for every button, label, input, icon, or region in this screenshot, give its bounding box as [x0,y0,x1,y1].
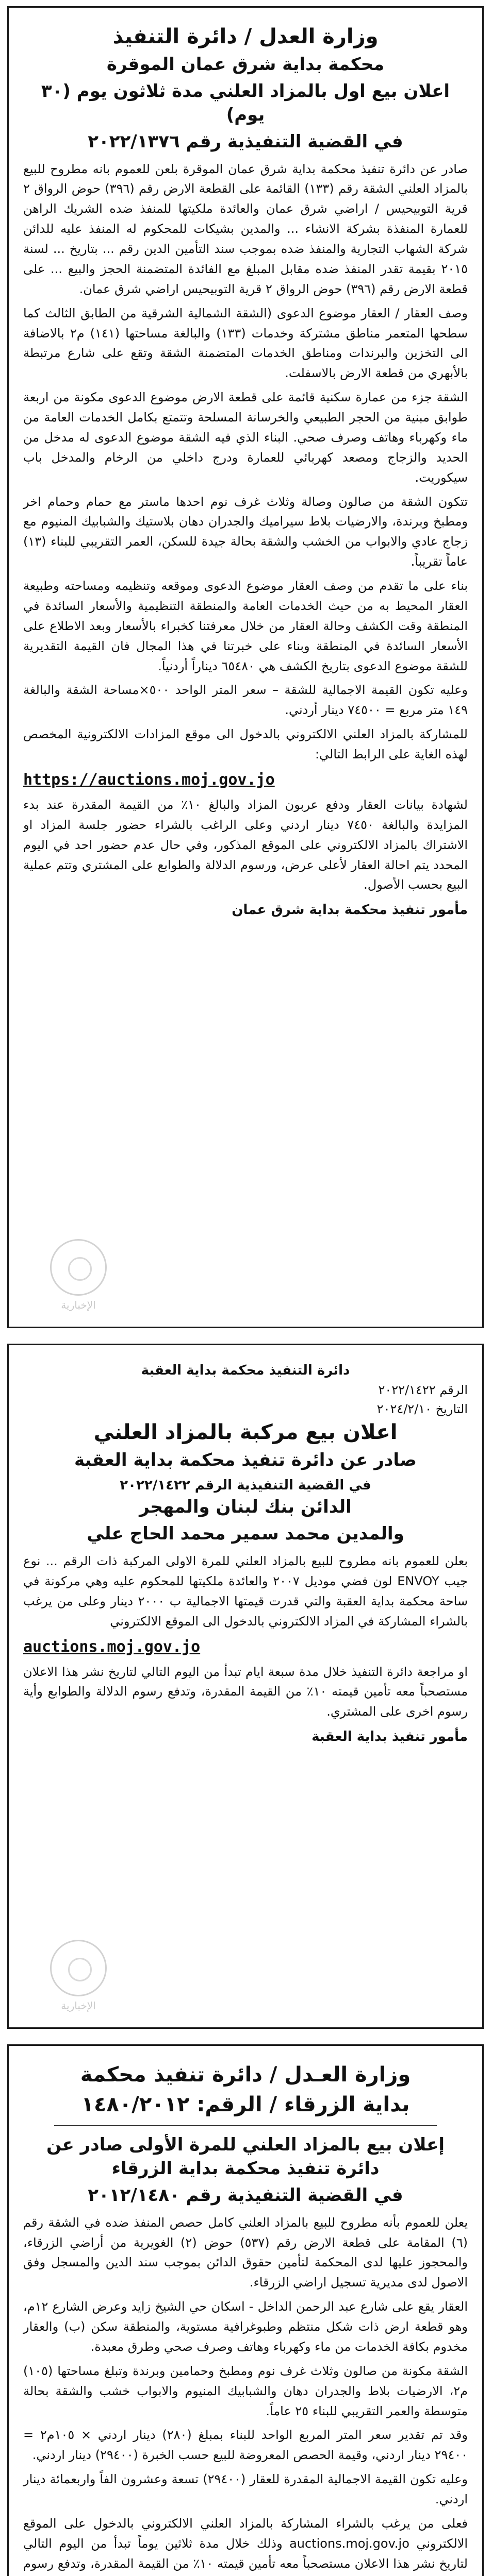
notice-title: اعلان بيع اول بالمزاد العلني مدة ثلاثون يوم (٣٠ يوم) [41,80,450,125]
body-paragraph: صادر عن دائرة تنفيذ محكمة بداية شرق عمان الموقرة بلعن للعموم بانه مطروح للبيع بالمزاد العلني الشقة رقم (١٣٣) القائمة على القطعة الارض رقم (٣٩٦) حوض الرواق ٢ قرية التوبيحيس / اراضي شرق عمان والعائدة ملكيتها للمنفذ ضده الشريك الراهن للعمارة المنفذة بشركة الانشاء ... والمدين بشيكات للمحكوم له المنفذ عليه للدائن شركة الشهاب التجارية والمنفذ ضده بموجب سند التأمين الدين رقم ... بتاريخ ... لسنة ٢٠١٥ بقيمة تقدر المنفذ ضده مقابل المبلغ مع الفائدة المتضمنة الحجز والبيع ... على قطعة الارض رقم (٣٩٦) حوض الرواق ٢ قرية التوبيحيس اراضي شرق عمان. [23,161,468,296]
body-paragraph: بناء على ما تقدم من وصف العقار موضوع الدعوى وموقعه وتنظيمه ومساحته وطبيعة العقار المحيط به من حيث الخدمات العامة والمنطقة التنظيمية والأسعار السائدة في المنطقة وقت الكشف وحالة العقار من خلال معرفتنا كخبراء بالأسعار وبعد الاطلاع على الأسعار السائدة في المنطقة وبناء على خبرتنا في هذا المجال فان القيمة التقديرية للشقة موضوع الدعوى بتاريخ الكشف هي ٦٥٤٨٠ ديناراً أردنياً. [23,579,468,673]
watermark [29,1940,127,2012]
signature: مأمور تنفيذ بداية العقبة [311,1729,468,1745]
watermark [29,1239,127,1311]
court-name: محكمة بداية شرق عمان الموقرة [106,54,385,75]
body-paragraph: وصف العقار / العقار موضوع الدعوى (الشقة الشمالية الشرقية من الطابق الثالث كما سطحها المتعمر مناطق مشتركة وخدمات (١٣٣) والبالغة مساحتها (١٤١) م٢ بالاضافة الى التخزين والبرندات ومناطق الخدمات المتضمنة الشقة وتقع على شارع مرتبطة بالأبهري من قطعة الارض بالاسفلت. [23,306,468,381]
body-paragraph: فعلى من يرغب بالشراء المشاركة بالمزاد العلني الالكتروني بالدخول على الموقع الالكتروني auctions.moj.gov.jo وذلك خلال مدة ثلاثين يوماً تبدأ من اليوم التالي لتاريخ نشر هذا الاعلان مستصحباً معه تأمين قيمته ١٠٪ من القيمة المقدرة، وتدفع رسوم [23,2516,468,2571]
debtor: والمدين محمد سمير محمد الحاج علي [87,1523,404,1545]
reference-date: التاريخ ٢٠٢٤/٢/١٠ [376,1402,468,1417]
notice-title: إعلان بيع بالمزاد العلني للمرة الأولى صادر عن دائرة تنفيذ محكمة بداية الزرقاء [46,2134,445,2179]
notice-heading: وزارة العـدل / دائرة تنفيذ محكمة [80,2063,411,2087]
case-number: في القضية التنفيذية رقم ٢٠٢٢/١٣٧٦ [88,131,403,152]
body-paragraph: وقد تم تقدير سعر المتر المربع الواحد للبناء بمبلغ (٢٨٠) دينار اردني × ١٠٥م٢ = ٢٩٤٠٠ دينار اردني، وقيمة الحصص المعروضة للبيع حسب الخبرة (٢٩٤٠٠) دينار اردني. [23,2428,468,2463]
watermark-text: الإخبارية [61,1299,96,1311]
notice-heading-line2: بداية الزرقاء / الرقم: ١٤٨٠/٢٠١٢ [81,2093,410,2116]
notice-zarqa [7,2044,484,2576]
auction-link[interactable]: auctions.moj.gov.jo [23,1637,201,1656]
body-paragraph: العقار يقع على شارع عبد الرحمن الداخل - اسكان حي الشيخ زايد وعرض الشارع ١٢م، وهو قطعة ارض ذات شكل منتظم وطبوغرافية مستوية، والمنطقة سكن (ب) والعقار مخدوم بكافة الخدمات من ماء وكهرباء وهاتف وصرف صحي وطرق معبدة. [23,2299,468,2354]
watermark-logo-icon [50,1940,107,1996]
creditor: الدائن بنك لبنان والمهجر [139,1497,352,1518]
notice-subtitle: صادر عن دائرة تنفيذ محكمة بداية العقبة [74,1450,417,1471]
notice-heading: دائرة التنفيذ محكمة بداية العقبة [141,1363,350,1378]
body-paragraph: يعلن للعموم بأنه مطروح للبيع بالمزاد العلني كامل حصص المنفذ ضده في الشقة رقم (٦) المقامة على قطعة الارض رقم (٥٣٧) حوض (٢) الغويرية من أراضي الزرقاء، والمحجوز عليها لدى المحكمة لتأمين حقوق الدائن بموجب سند الدين والمسجل وفق الاصول لدى مديرية تسجيل اراضي الزرقاء. [23,2215,468,2290]
body-paragraph: للمشاركة بالمزاد العلني الالكتروني بالدخول الى موقع المزادات الالكترونية المخصص لهذه الغاية على الرابط التالي: [23,727,468,762]
reference-number: الرقم ٢٠٢٢/١٤٢٢ [378,1383,468,1397]
body-paragraph: وعليه تكون القيمة الاجمالية للشقة – سعر المتر الواحد ٥٠٠×مساحة الشقة والبالغة ١٤٩ متر مربع = ٧٤٥٠٠ دينار أردني. [23,683,468,718]
body-paragraph: الشقة جزء من عمارة سكنية قائمة على قطعة الارض موضوع الدعوى مكونة من اربعة طوابق مبنية من الحجر الطبيعي والخرسانة المسلحة وتتمتع بكامل الخدمات العامة من ماء وكهرباء وهاتف وصرف صحي. البناء الذي فيه الشقة موضوع الدعوى له مدخل من الحديد والزجاج ومصعد كهربائي للعمارة ودرج داخلي من الرخام والمدخل باب سيكوريت. [23,390,468,485]
watermark-text: الإخبارية [61,1999,96,2012]
notice-heading: وزارة العدل / دائرة التنفيذ [112,25,379,48]
case-number: في القضية التنفيذية رقم ٢٠١٢/١٤٨٠ [88,2184,403,2206]
body-paragraph: وعليه تكون القيمة الاجمالية المقدرة للعقار (٢٩٤٠٠) تسعة وعشرون الفاً واربعمائة دينار اردني. [23,2472,468,2507]
body-paragraph: تتكون الشقة من صالون وصالة وثلاث غرف نوم احدها ماستر مع حمام وحمام اخر ومطبخ وبرندة، والارضيات بلاط سيراميك والجدران دهان بلاستيك والشبابيك المنيوم مع زجاج عادي والابواب من الخشب والشقة بحالة جيدة للسكن، العمر التقريبي للبناء (١٣) عاماً تقريباً. [23,494,468,569]
divider [54,2125,437,2126]
notice-east-amman [7,6,484,1328]
signature: مأمور تنفيذ محكمة بداية شرق عمان [232,902,468,918]
auction-link[interactable]: https://auctions.moj.gov.jo [23,770,275,789]
case-number: في القضية التنفيذية الرقم ٢٠٢٢/١٤٢٢ [120,1478,371,1494]
watermark-logo-icon [50,1239,107,1296]
notice-body [23,159,468,765]
closing-text: او مراجعة دائرة التنفيذ خلال مدة سبعة ايام تبدأ من اليوم التالي لتاريخ نشر هذا الاعلان مستصحباً معه تأمين قيمته ١٠٪ من القيمة المقدرة، وتدفع رسوم الدلالة والطوابع وأية رسوم اخرى على المشتري. [23,1664,468,1719]
notice-aqaba [7,1344,484,2029]
notice-body: بعلن للعموم بانه مطروح للبيع بالمزاد العلني للمرة الاولى المركبة ذات الرقم ... نوع جيب ENVOY لون فضي موديل ٢٠٠٧ والعائدة ملكيتها للمحكوم عليه وهي مركونة في ساحة محكمة بداية العقبة والتي قدرت قيمتها الاجمالية ب ٢٠٠٠ دينار وعلى من يرغب بالشراء المشاركة في المزاد الالكتروني بالدخول الى الموقع الالكتروني [23,1554,468,1629]
notice-body [23,2213,468,2576]
body-paragraph: الشقة مكونة من صالون وثلاث غرف نوم ومطبخ وحمامين وبرندة وتبلغ مساحتها (١٠٥) م٢، الارضيات بلاط والجدران دهان والشبابيك المنيوم والابواب خشب والشقة بحالة متوسطة والعمر التقريبي للبناء ٢٥ عاماً. [23,2363,468,2418]
closing-text: لشهادة بيانات العقار ودفع عربون المزاد والبالغ ١٠٪ من القيمة المقدرة عند بدء المزايدة والبالغة ٧٤٥٠ دينار اردني وعلى الراغب بالشراء حضور جلسة المزاد او الاشتراك بالمزاد الالكتروني على الموقع المذكور، وفي حال عدم حضور احد في اليوم المحدد يتم احالة العقار لأعلى عرض، ورسوم الدلالة والطوابع على المشتري وتتم عملية البيع بحسب الأصول. [23,797,468,892]
notice-title: اعلان بيع مركبة بالمزاد العلني [93,1420,398,1445]
